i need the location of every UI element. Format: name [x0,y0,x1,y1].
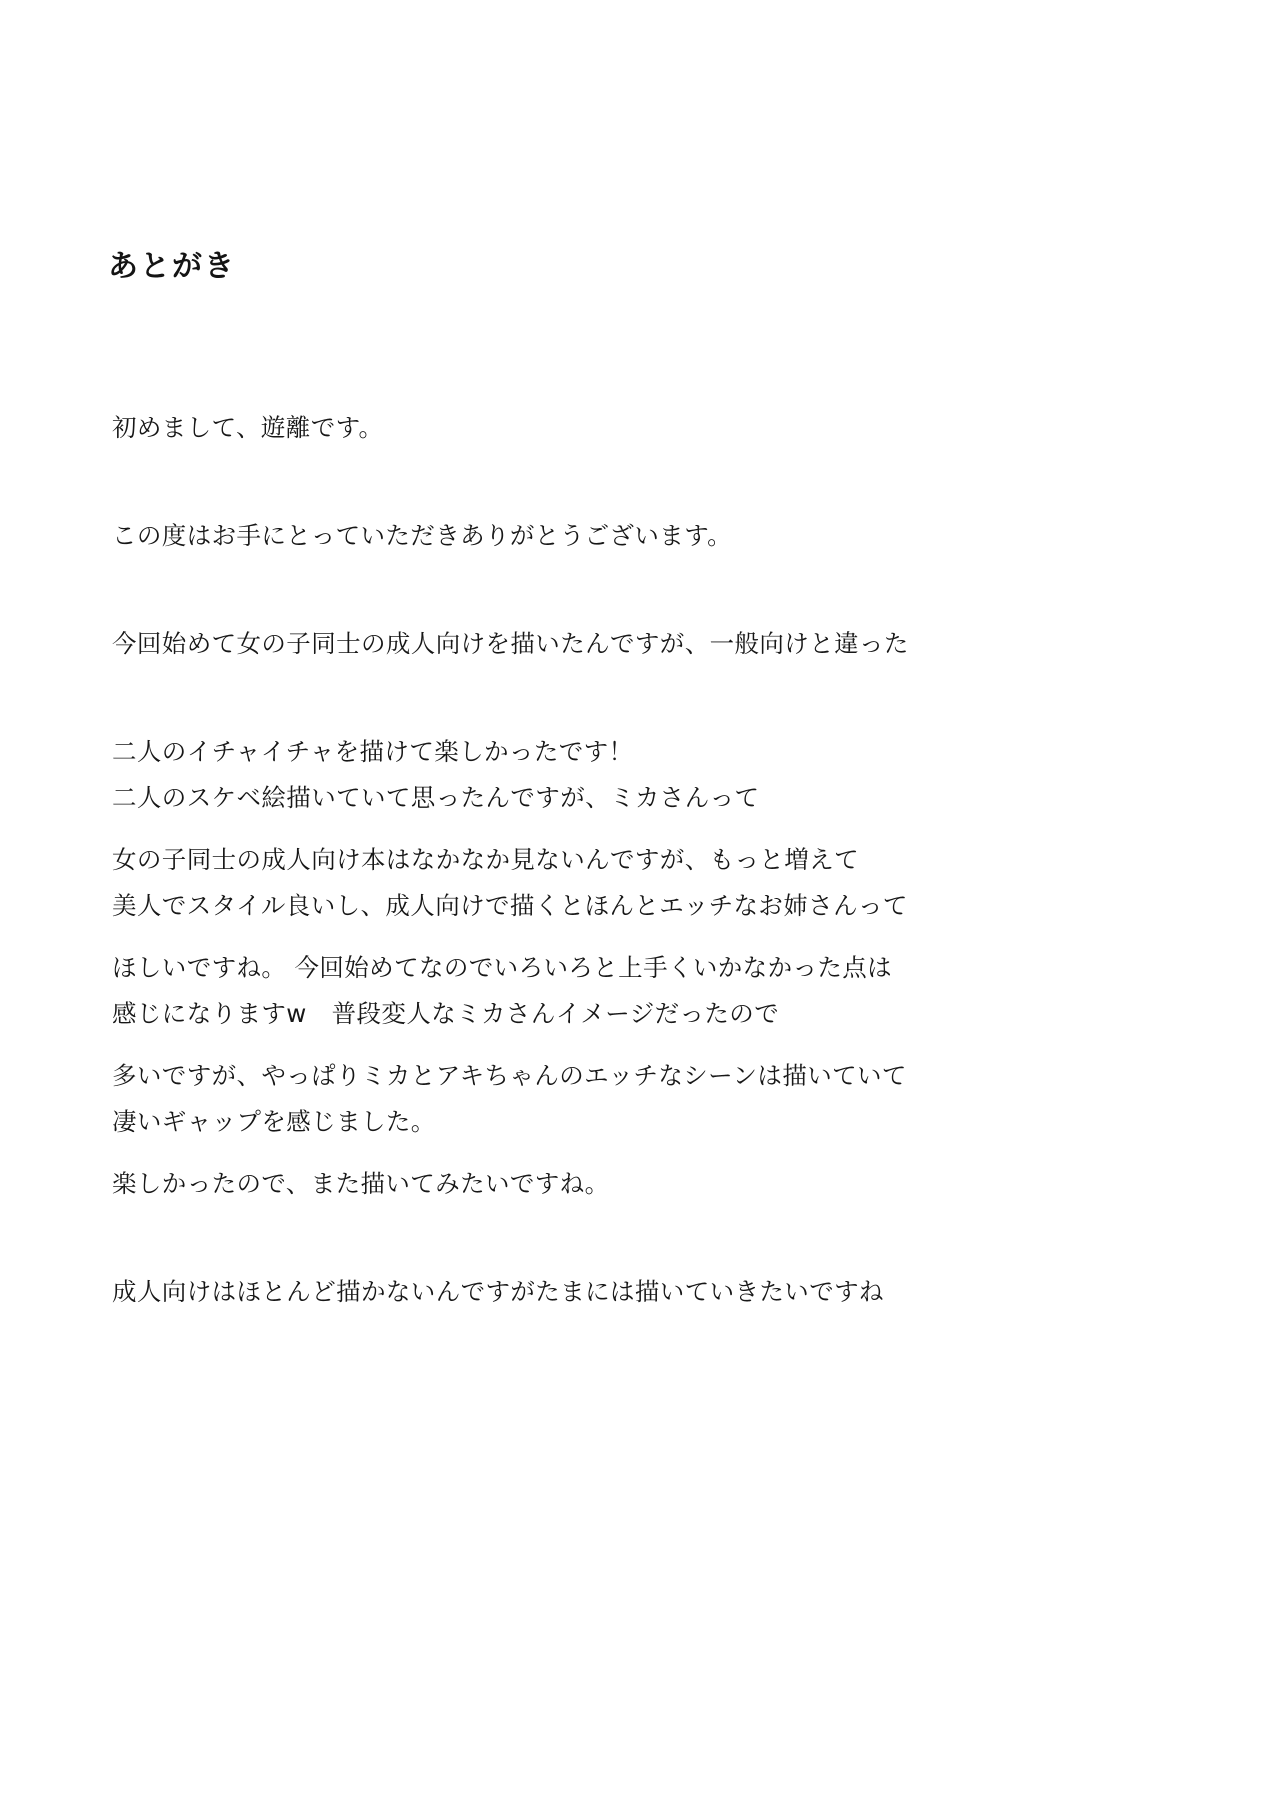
afterword-line: 美人でスタイル良いし、成人向けで描くとほんとエッチなお姉さんって [112,891,908,920]
afterword-line: 凄いギャップを感じました。 [112,1107,436,1136]
afterword-line: ほしいですね。 今回始めてなのでいろいろと上手くいかなかった点は [112,953,893,982]
afterword-line: 多いですが、やっぱりミカとアキちゃんのエッチなシーンは描いていて [112,1061,907,1090]
afterword-line: 二人のイチャイチャを描けて楽しかったです！ [112,737,634,766]
afterword-line: 女の子同士の成人向け本はなかなか見ないんですが、もっと増えて [112,845,859,874]
page-title: あとがき [108,249,236,285]
afterword-line: 成人向けはほとんど描かないんですがたまには描いていきたいですね [112,1277,884,1306]
afterword-line: この度はお手にとっていただきありがとうございます。 [112,521,733,550]
afterword-paragraph-2 [112,708,908,1212]
afterword-line: 二人のスケベ絵描いていて思ったんですが、ミカさんって [112,783,760,812]
afterword-line: 感じになりますw 普段変人なミカさんイメージだったので [112,999,780,1028]
afterword-line: 初めまして、遊離です。 [112,413,384,442]
afterword-line: 楽しかったので、また描いてみたいですね。 [112,1169,610,1198]
afterword-line: 今回始めて女の子同士の成人向けを描いたんですが、一般向けと違った [112,629,909,658]
